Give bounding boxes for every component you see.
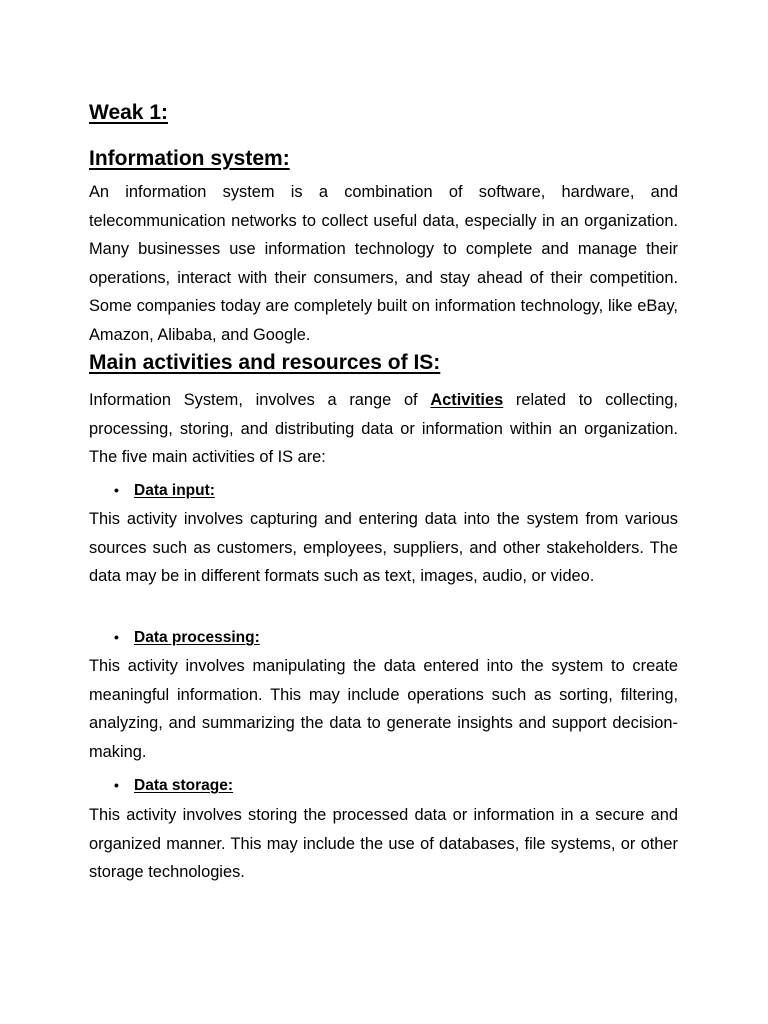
bullet-label: Data processing: [134, 629, 260, 646]
bullet-icon: • [114, 629, 119, 645]
data-storage-description: This activity involves storing the processed data or information in a secure and organized manner. This may include the use of databases, file systems, or other storage technologies. [89, 806, 678, 882]
bullet-icon: • [114, 482, 119, 498]
activities-keyword: Activities [430, 391, 504, 409]
bullet-icon: • [114, 777, 119, 793]
intro-text-after: related to collecting, processing, storing, and distributing data or information within an organization. The five main activities of IS are: [89, 391, 678, 467]
bullet-data-storage [114, 777, 233, 795]
information-system-paragraph: An information system is a combination of software, hardware, and telecommunication networks to collect useful data, especially in an organization. Many businesses use information technology to complete and manage their operations, interact with their consumers, and stay ahead of their competition. Some companies today are completely built on information technology, like eBay, Amazon, Alibaba, and Google. [89, 183, 678, 344]
intro-text-before: Information System, involves a range of [89, 391, 431, 409]
section-heading-information-system: Information system: [89, 147, 290, 170]
bullet-data-processing [114, 629, 260, 647]
main-activities-intro-paragraph [89, 386, 678, 472]
bullet-data-input [114, 482, 215, 500]
section-heading-main-activities: Main activities and resources of IS: [89, 351, 441, 374]
week-title: Weak 1: [89, 101, 168, 124]
bullet-label: Data storage: [134, 777, 234, 794]
data-input-description: This activity involves capturing and entering data into the system from various sources such as customers, employees, suppliers, and other stakeholders. The data may be in different formats such as text, images, audio, or video. [89, 510, 678, 586]
data-processing-description: This activity involves manipulating the data entered into the system to create meaningful information. This may include operations such as sorting, filtering, analyzing, and summarizing the data to generate insights and support decision-making. [89, 657, 678, 761]
bullet-label: Data input: [134, 482, 215, 499]
